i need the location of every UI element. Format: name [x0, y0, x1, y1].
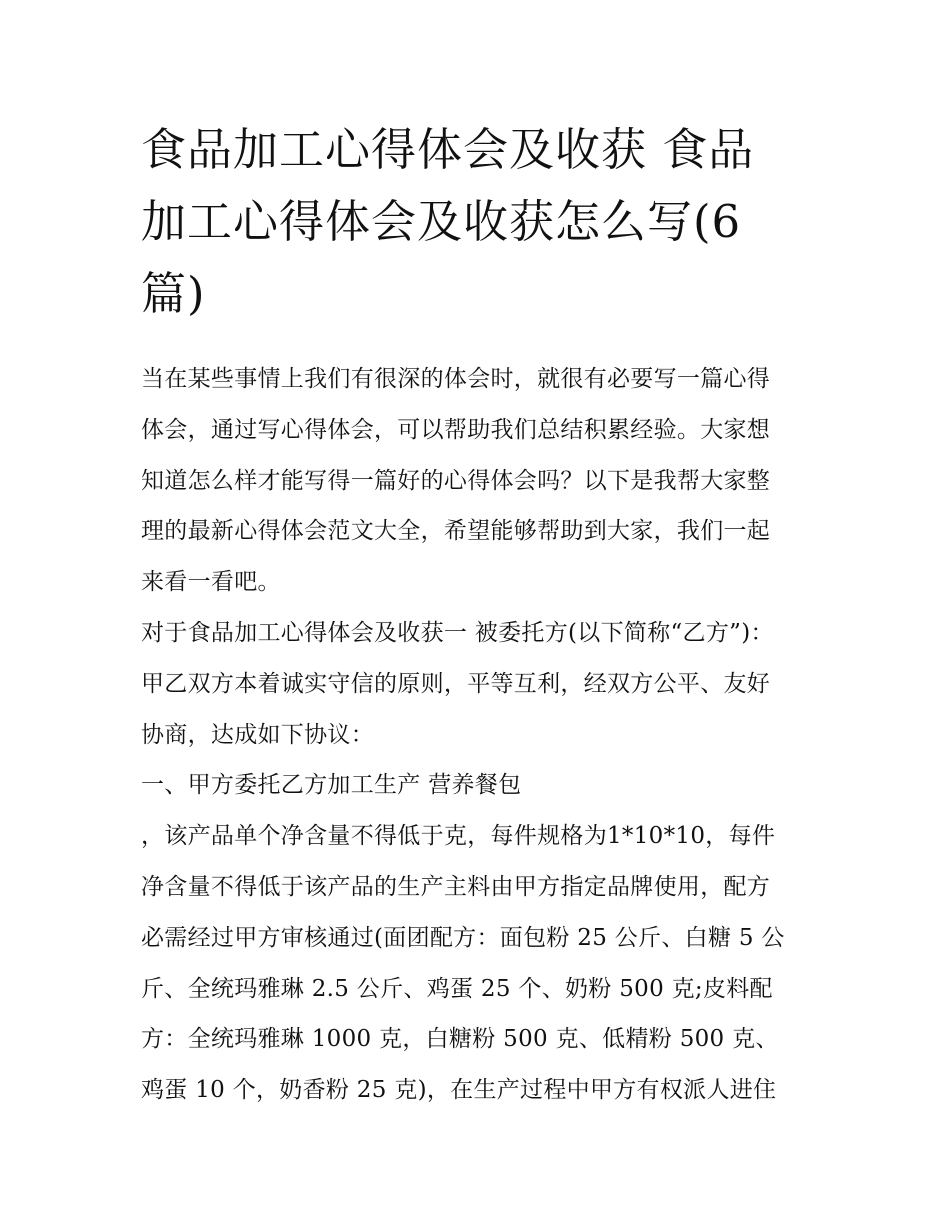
document-body	[141, 354, 831, 1116]
body-line: 协商，达成如下协议：	[141, 721, 374, 748]
body-line: 对于食品加工心得体会及收获一 被委托方(以下简称“乙方”)：	[141, 619, 774, 646]
body-line: 知道怎么样才能写得一篇好的心得体会吗？以下是我帮大家整	[141, 467, 771, 494]
body-line: 体会，通过写心得体会，可以帮助我们总结积累经验。大家想	[141, 416, 771, 443]
body-line: 当在某些事情上我们有很深的体会时，就很有必要写一篇心得	[141, 366, 771, 392]
title-line: 加工心得体会及收获怎么写(6	[141, 195, 742, 248]
body-line: 方：全统玛雅琳 1000 克，白糖粉 500 克、低精粉 500 克、	[141, 1026, 779, 1053]
body-line: 甲乙双方本着诚实守信的原则，平等互利，经双方公平、友好	[141, 670, 771, 697]
title-line: 篇)	[141, 267, 206, 320]
title-line: 食品加工心得体会及收获 食品	[141, 123, 755, 176]
body-line: 鸡蛋 10 个，奶香粉 25 克)，在生产过程中甲方有权派人进住	[141, 1077, 777, 1104]
body-line: ，该产品单个净含量不得低于克，每件规格为1*10*10，每件	[141, 823, 776, 850]
document-title	[141, 114, 821, 330]
body-line: 斤、全统玛雅琳 2.5 公斤、鸡蛋 25 个、奶粉 500 克;皮料配	[141, 975, 773, 1002]
body-line: 必需经过甲方审核通过(面团配方：面包粉 25 公斤、白糖 5 公	[141, 924, 785, 951]
body-line: 理的最新心得体会范文大全，希望能够帮助到大家，我们一起	[141, 518, 771, 545]
body-line: 净含量不得低于该产品的生产主料由甲方指定品牌使用，配方	[141, 873, 771, 900]
body-line: 来看一看吧。	[141, 569, 281, 596]
body-line: 一、甲方委托乙方加工生产 营养餐包	[141, 772, 522, 799]
